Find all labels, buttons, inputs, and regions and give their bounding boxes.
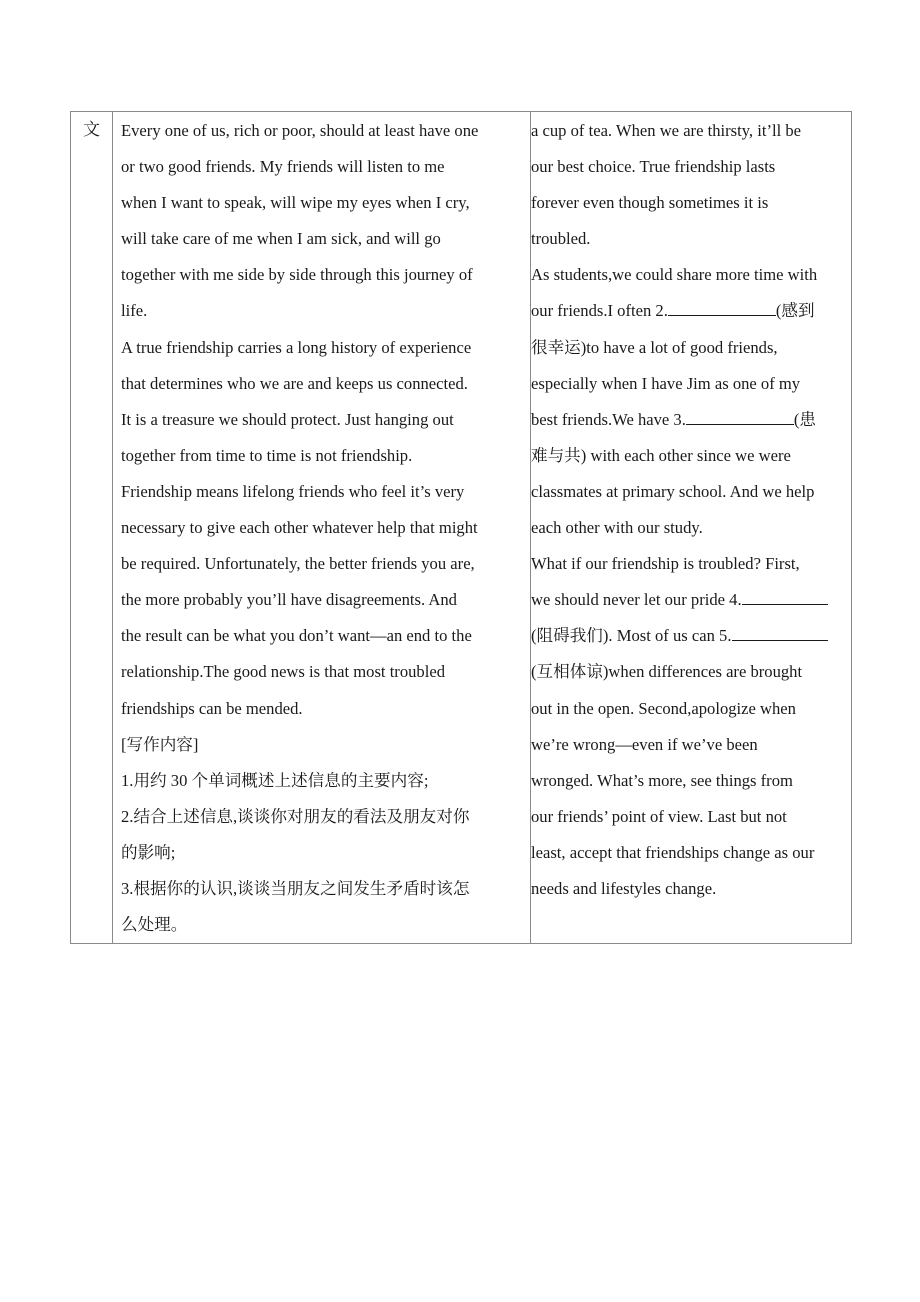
answer-blank-4[interactable] xyxy=(742,582,828,605)
text-line: Friendship means lifelong friends who feel it’s very xyxy=(121,481,465,501)
text-line: together from time to time is not friendship. xyxy=(121,445,413,465)
text-line: It is a treasure we should protect. Just hanging out xyxy=(121,409,454,429)
text-line xyxy=(531,582,851,618)
text-line: least, accept that friendships change as our xyxy=(531,842,815,862)
text-line xyxy=(531,402,851,438)
text-line: As students,we could share more time with xyxy=(531,265,818,285)
text-line: a cup of tea. When we are thirsty, it’ll be xyxy=(531,121,802,140)
text-line: each other with our study. xyxy=(531,518,703,538)
answer-blank-2[interactable] xyxy=(668,293,776,316)
row-label: 文 xyxy=(71,112,113,944)
table-row xyxy=(71,112,852,944)
text-line: forever even though sometimes it is xyxy=(531,193,769,213)
text-line: necessary to give each other whatever help that might xyxy=(121,518,478,538)
writing-task-heading: [写作内容] xyxy=(121,734,199,754)
text-line: Every one of us, rich or poor, should at least have one xyxy=(121,121,479,140)
text-line: together with me side by side through this journey of xyxy=(121,265,473,285)
text-line: our best choice. True friendship lasts xyxy=(531,157,776,177)
text-line: life. xyxy=(121,301,148,321)
writing-task-item: 么处理。 xyxy=(121,915,188,935)
text-line: friendships can be mended. xyxy=(121,698,303,718)
text-line: wronged. What’s more, see things from xyxy=(531,770,793,790)
answer-blank-3[interactable] xyxy=(686,402,794,425)
text-line: What if our friendship is troubled? First, xyxy=(531,554,800,574)
text-line: (互相体谅)when differences are brought xyxy=(531,662,803,682)
text-line: especially when I have Jim as one of my xyxy=(531,373,801,393)
q3-hint: (患 xyxy=(793,409,816,429)
writing-task-item: 2.结合上述信息,谈谈你对朋友的看法及朋友对你 xyxy=(121,806,470,826)
left-text-column xyxy=(113,112,530,943)
text-line: out in the open. Second,apologize when xyxy=(531,698,796,718)
writing-task-item: 3.根据你的认识,谈谈当朋友之间发生矛盾时该怎 xyxy=(121,878,470,898)
right-text-column xyxy=(531,112,851,921)
writing-task-item: 1.用约 30 个单词概述上述信息的主要内容; xyxy=(121,770,429,790)
text-line: will take care of me when I am sick, and will go xyxy=(121,229,441,249)
text-line: troubled. xyxy=(531,229,591,249)
right-text-cell xyxy=(531,112,852,944)
text-line: classmates at primary school. And we help xyxy=(531,481,815,501)
q2-hint: (感到 xyxy=(775,301,815,321)
text-line: A true friendship carries a long history of experience xyxy=(121,337,472,357)
text-line: or two good friends. My friends will listen to me xyxy=(121,157,445,177)
document-table xyxy=(70,111,852,944)
q4-prefix: we should never let our pride 4. xyxy=(531,590,742,610)
text-line: relationship.The good news is that most troubled xyxy=(121,662,445,682)
text-line: 难与共) with each other since we were xyxy=(531,445,791,465)
text-line: when I want to speak, will wipe my eyes when I cry, xyxy=(121,193,470,213)
text-line: 很幸运)to have a lot of good friends, xyxy=(531,337,778,357)
text-line: our friends’ point of view. Last but not xyxy=(531,806,787,826)
q2-prefix: our friends.I often 2. xyxy=(531,301,668,321)
answer-blank-5[interactable] xyxy=(732,618,828,641)
text-line: we’re wrong—even if we’ve been xyxy=(531,734,758,754)
text-line xyxy=(531,293,851,329)
q4-hint: (阻碍我们). Most of us can 5. xyxy=(531,626,732,646)
text-line: needs and lifestyles change. xyxy=(531,878,717,898)
text-line: be required. Unfortunately, the better friends you are, xyxy=(121,554,475,574)
text-line: the result can be what you don’t want—an end to the xyxy=(121,626,472,646)
q3-prefix: best friends.We have 3. xyxy=(531,409,686,429)
text-line: the more probably you’ll have disagreements. And xyxy=(121,590,457,610)
left-text-cell xyxy=(113,112,531,944)
writing-task-item: 的影响; xyxy=(121,842,176,862)
text-line: that determines who we are and keeps us connected. xyxy=(121,373,468,393)
text-line xyxy=(531,618,851,654)
